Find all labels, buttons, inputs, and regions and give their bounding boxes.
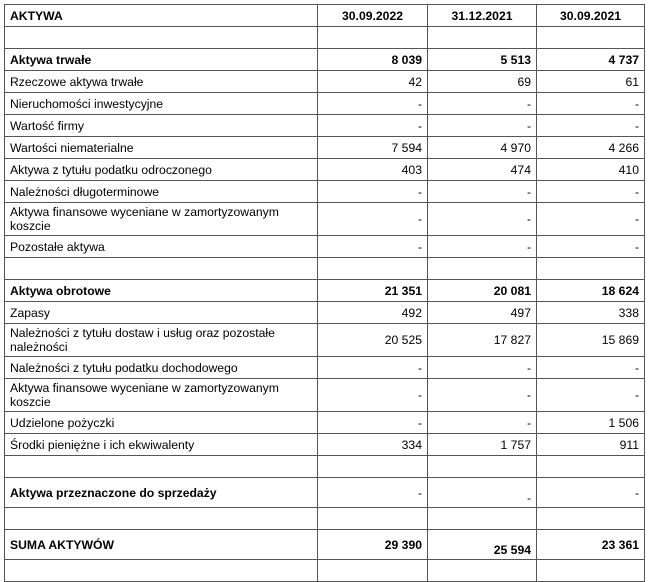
row-value: 69 (428, 71, 537, 93)
row-value: - (428, 357, 537, 379)
table-row-spacer (5, 27, 645, 49)
table-row (5, 379, 645, 412)
row-label: Środki pieniężne i ich ekwiwalenty (5, 434, 318, 456)
table-row-spacer (5, 456, 645, 478)
table-row-total (5, 530, 645, 560)
table-row (5, 236, 645, 258)
row-value: - (428, 181, 537, 203)
row-value: 20 525 (318, 324, 428, 357)
row-value: 338 (537, 302, 645, 324)
table-row (5, 203, 645, 236)
row-value: 15 869 (537, 324, 645, 357)
row-label (5, 560, 318, 582)
row-label: Rzeczowe aktywa trwałe (5, 71, 318, 93)
row-value (537, 508, 645, 530)
table-header-row (5, 5, 645, 27)
row-value: 61 (537, 71, 645, 93)
row-value: - (428, 236, 537, 258)
row-value: 4 266 (537, 137, 645, 159)
row-value: 497 (428, 302, 537, 324)
row-label (5, 456, 318, 478)
row-value (537, 560, 645, 582)
row-value: 492 (318, 302, 428, 324)
row-value: 42 (318, 71, 428, 93)
row-value: 1 506 (537, 412, 645, 434)
row-value: 29 390 (318, 530, 428, 560)
row-value: - (318, 379, 428, 412)
row-value (428, 258, 537, 280)
table-row (5, 137, 645, 159)
row-value: 18 624 (537, 280, 645, 302)
row-value: - (318, 478, 428, 508)
table-title: AKTYWA (5, 5, 318, 27)
table-row-spacer (5, 560, 645, 582)
row-value (537, 258, 645, 280)
row-value: 334 (318, 434, 428, 456)
row-label (5, 27, 318, 49)
row-value: - (537, 203, 645, 236)
row-value: - (537, 236, 645, 258)
row-label: Zapasy (5, 302, 318, 324)
assets-table (4, 4, 645, 582)
column-header-30-09-2022: 30.09.2022 (318, 5, 428, 27)
row-value: - (318, 236, 428, 258)
row-label: Aktywa z tytułu podatku odroczonego (5, 159, 318, 181)
row-label (5, 508, 318, 530)
row-value: - (537, 93, 645, 115)
row-value: - (537, 379, 645, 412)
row-value: - (537, 181, 645, 203)
row-value: 25 594 (428, 530, 537, 560)
row-value: - (318, 203, 428, 236)
row-value: - (428, 478, 537, 508)
row-value (428, 456, 537, 478)
row-value: - (428, 203, 537, 236)
table-row (5, 159, 645, 181)
row-label: Wartości niematerialne (5, 137, 318, 159)
column-header-30-09-2021: 30.09.2021 (537, 5, 645, 27)
row-value: - (428, 379, 537, 412)
row-value: - (318, 412, 428, 434)
row-value: - (428, 115, 537, 137)
row-value (318, 258, 428, 280)
table-row (5, 181, 645, 203)
row-value: 4 737 (537, 49, 645, 71)
row-value: 403 (318, 159, 428, 181)
row-label: Udzielone pożyczki (5, 412, 318, 434)
table-row-spacer (5, 508, 645, 530)
row-value: - (428, 412, 537, 434)
row-value (318, 508, 428, 530)
table-row (5, 434, 645, 456)
table-row (5, 115, 645, 137)
row-label: Aktywa przeznaczone do sprzedaży (5, 478, 318, 508)
row-value: 1 757 (428, 434, 537, 456)
table-row (5, 71, 645, 93)
row-value: - (318, 181, 428, 203)
row-value: - (428, 93, 537, 115)
column-header-31-12-2021: 31.12.2021 (428, 5, 537, 27)
row-label: Nieruchomości inwestycyjne (5, 93, 318, 115)
row-label: SUMA AKTYWÓW (5, 530, 318, 560)
row-label: Aktywa obrotowe (5, 280, 318, 302)
row-value: 4 970 (428, 137, 537, 159)
table-row (5, 302, 645, 324)
row-value: - (537, 115, 645, 137)
row-value: 7 594 (318, 137, 428, 159)
row-value: 21 351 (318, 280, 428, 302)
table-row (5, 412, 645, 434)
row-label: Aktywa trwałe (5, 49, 318, 71)
row-label: Pozostałe aktywa (5, 236, 318, 258)
row-value: - (318, 93, 428, 115)
table-row-section (5, 280, 645, 302)
table-row-spacer (5, 258, 645, 280)
row-value: 17 827 (428, 324, 537, 357)
row-value (428, 560, 537, 582)
table-row-section (5, 478, 645, 508)
row-label (5, 258, 318, 280)
row-value: 20 081 (428, 280, 537, 302)
row-label: Aktywa finansowe wyceniane w zamortyzowanym koszcie (5, 379, 318, 412)
row-value: 474 (428, 159, 537, 181)
table-row (5, 93, 645, 115)
row-label: Aktywa finansowe wyceniane w zamortyzowanym koszcie (5, 203, 318, 236)
row-value: - (318, 115, 428, 137)
row-value: 911 (537, 434, 645, 456)
row-value (318, 27, 428, 49)
row-value (318, 560, 428, 582)
row-value: - (318, 357, 428, 379)
row-label: Należności długoterminowe (5, 181, 318, 203)
table-row (5, 324, 645, 357)
row-value (537, 27, 645, 49)
row-label: Należności z tytułu dostaw i usług oraz pozostałe należności (5, 324, 318, 357)
row-value: 8 039 (318, 49, 428, 71)
row-value: - (537, 357, 645, 379)
row-value: - (537, 478, 645, 508)
row-value (428, 27, 537, 49)
row-value (428, 508, 537, 530)
row-label: Należności z tytułu podatku dochodowego (5, 357, 318, 379)
row-value: 23 361 (537, 530, 645, 560)
row-value (318, 456, 428, 478)
table-row-section (5, 49, 645, 71)
row-value: 410 (537, 159, 645, 181)
table-row (5, 357, 645, 379)
row-value: 5 513 (428, 49, 537, 71)
row-value (537, 456, 645, 478)
row-label: Wartość firmy (5, 115, 318, 137)
